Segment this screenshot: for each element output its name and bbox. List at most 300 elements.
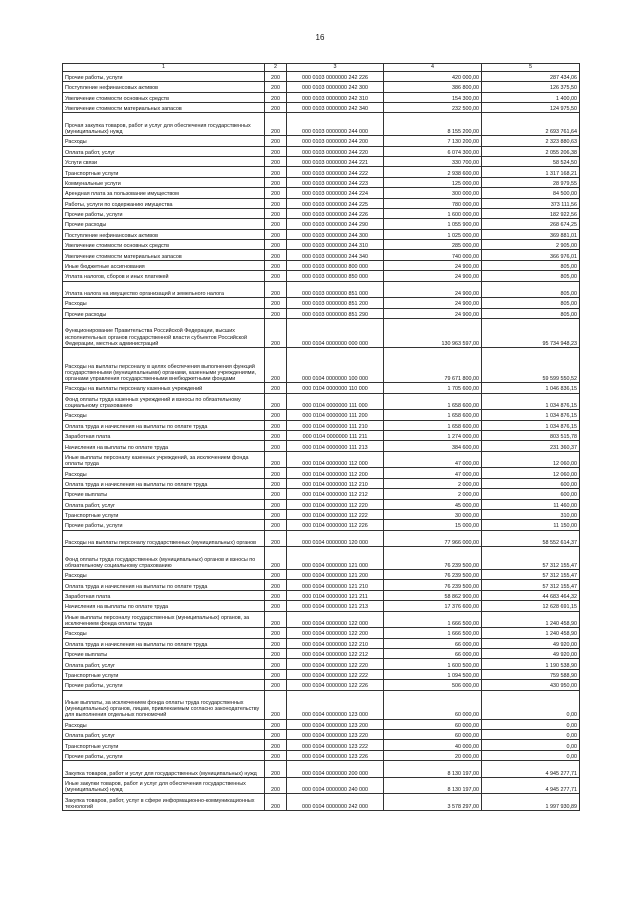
table-row xyxy=(63,530,580,547)
row-name-cell: Увеличение стоимости основных средств xyxy=(63,240,265,250)
header-cell-1: 1 xyxy=(63,64,265,72)
page-number: 16 xyxy=(315,33,325,42)
table-row xyxy=(63,570,580,580)
row-kbk-cell: 000 0104 0000000 122 000 xyxy=(287,611,384,628)
row-fact-cell: 1 400,00 xyxy=(482,92,580,102)
row-plan-cell: 66 000,00 xyxy=(384,649,482,659)
row-plan-cell: 125 000,00 xyxy=(384,177,482,187)
row-plan-cell: 24 900,00 xyxy=(384,271,482,281)
table-row xyxy=(63,198,580,208)
row-kbk-cell: 000 0103 0000000 850 000 xyxy=(287,271,384,281)
table-row xyxy=(63,750,580,760)
row-plan-cell: 8 155 200,00 xyxy=(384,113,482,136)
row-name-cell: Расходы xyxy=(63,410,265,420)
row-fact-cell: 95 734 948,23 xyxy=(482,319,580,348)
row-fact-cell: 1 317 168,21 xyxy=(482,167,580,177)
row-code-cell: 200 xyxy=(265,761,287,778)
row-code-cell: 200 xyxy=(265,777,287,794)
table-row xyxy=(63,308,580,318)
row-code-cell: 200 xyxy=(265,188,287,198)
row-plan-cell: 79 671 800,00 xyxy=(384,348,482,383)
row-plan-cell: 24 900,00 xyxy=(384,281,482,298)
table-row xyxy=(63,468,580,478)
table-row xyxy=(63,420,580,430)
row-plan-cell: 60 000,00 xyxy=(384,690,482,719)
row-name-cell: Оплата труда и начисления на выплаты по оплате труда xyxy=(63,638,265,648)
row-name-cell: Работы, услуги по содержанию имущества xyxy=(63,198,265,208)
row-plan-cell: 2 938 600,00 xyxy=(384,167,482,177)
row-code-cell: 200 xyxy=(265,250,287,260)
table-body xyxy=(63,64,580,811)
row-plan-cell: 154 300,00 xyxy=(384,92,482,102)
table-row xyxy=(63,729,580,739)
row-fact-cell: 1 034 876,15 xyxy=(482,420,580,430)
row-code-cell: 200 xyxy=(265,611,287,628)
row-kbk-cell: 000 0104 0000000 121 200 xyxy=(287,570,384,580)
header-cell-2: 2 xyxy=(265,64,287,72)
table-row xyxy=(63,590,580,600)
row-code-cell: 200 xyxy=(265,499,287,509)
row-fact-cell: 58 552 614,37 xyxy=(482,530,580,547)
row-kbk-cell: 000 0104 0000000 100 000 xyxy=(287,348,384,383)
row-code-cell: 200 xyxy=(265,281,287,298)
row-name-cell: Оплата работ, услуг xyxy=(63,499,265,509)
row-code-cell: 200 xyxy=(265,547,287,570)
row-kbk-cell: 000 0103 0000000 244 340 xyxy=(287,250,384,260)
row-name-cell: Оплата труда и начисления на выплаты по оплате труда xyxy=(63,478,265,488)
row-kbk-cell: 000 0103 0000000 244 224 xyxy=(287,188,384,198)
row-name-cell: Иные закупки товаров, работ и услуг для обеспечения государственных (муниципальных) нужд xyxy=(63,777,265,794)
row-plan-cell: 8 130 197,00 xyxy=(384,761,482,778)
table-row xyxy=(63,441,580,451)
table-row xyxy=(63,146,580,156)
row-plan-cell: 1 666 500,00 xyxy=(384,628,482,638)
table-row xyxy=(63,794,580,811)
row-code-cell: 200 xyxy=(265,750,287,760)
header-cell-4: 4 xyxy=(384,64,482,72)
row-name-cell: Поступление нефинансовых активов xyxy=(63,229,265,239)
row-plan-cell: 76 239 500,00 xyxy=(384,570,482,580)
row-fact-cell: 12 628 691,15 xyxy=(482,601,580,611)
row-kbk-cell: 000 0103 0000000 244 221 xyxy=(287,156,384,166)
row-fact-cell: 805,00 xyxy=(482,298,580,308)
table-row xyxy=(63,240,580,250)
row-plan-cell: 1 658 600,00 xyxy=(384,393,482,410)
row-name-cell: Прочие расходы xyxy=(63,308,265,318)
table-row xyxy=(63,740,580,750)
row-plan-cell: 1 094 500,00 xyxy=(384,669,482,679)
row-code-cell: 200 xyxy=(265,530,287,547)
row-fact-cell: 12 060,00 xyxy=(482,451,580,468)
row-plan-cell: 8 130 197,00 xyxy=(384,777,482,794)
row-kbk-cell: 000 0103 0000000 242 226 xyxy=(287,71,384,81)
row-kbk-cell: 000 0103 0000000 851 290 xyxy=(287,308,384,318)
table-row xyxy=(63,188,580,198)
row-kbk-cell: 000 0104 0000000 123 200 xyxy=(287,719,384,729)
row-plan-cell: 1 025 000,00 xyxy=(384,229,482,239)
row-plan-cell: 3 578 297,00 xyxy=(384,794,482,811)
row-fact-cell: 600,00 xyxy=(482,478,580,488)
row-code-cell: 200 xyxy=(265,628,287,638)
row-fact-cell: 369 881,01 xyxy=(482,229,580,239)
row-code-cell: 200 xyxy=(265,146,287,156)
table-row xyxy=(63,499,580,509)
row-plan-cell: 1 658 600,00 xyxy=(384,420,482,430)
row-plan-cell: 76 239 500,00 xyxy=(384,547,482,570)
row-plan-cell: 17 376 600,00 xyxy=(384,601,482,611)
row-fact-cell: 124 975,50 xyxy=(482,102,580,112)
table-row xyxy=(63,250,580,260)
row-fact-cell: 0,00 xyxy=(482,690,580,719)
row-kbk-cell: 000 0104 0000000 122 200 xyxy=(287,628,384,638)
table-row xyxy=(63,348,580,383)
row-fact-cell: 2 055 206,38 xyxy=(482,146,580,156)
row-fact-cell: 805,00 xyxy=(482,260,580,270)
row-name-cell: Расходы на выплаты персоналу казенных учреждений xyxy=(63,383,265,393)
row-name-cell: Увеличение стоимости материальных запасов xyxy=(63,250,265,260)
row-fact-cell: 182 922,56 xyxy=(482,208,580,218)
row-name-cell: Прочие расходы xyxy=(63,219,265,229)
row-name-cell: Расходы xyxy=(63,719,265,729)
row-code-cell: 200 xyxy=(265,489,287,499)
row-code-cell: 200 xyxy=(265,298,287,308)
budget-execution-table xyxy=(62,63,580,811)
row-kbk-cell: 000 0104 0000000 122 212 xyxy=(287,649,384,659)
row-fact-cell: 0,00 xyxy=(482,740,580,750)
row-code-cell: 200 xyxy=(265,601,287,611)
row-code-cell: 200 xyxy=(265,219,287,229)
row-fact-cell: 57 312 155,47 xyxy=(482,547,580,570)
table-row xyxy=(63,281,580,298)
row-name-cell: Иные выплаты персоналу казенных учреждений, за исключением фонда оплаты труда xyxy=(63,451,265,468)
row-fact-cell: 310,00 xyxy=(482,509,580,519)
row-name-cell: Прочие работы, услуги xyxy=(63,208,265,218)
row-name-cell: Начисления на выплаты по оплате труда xyxy=(63,601,265,611)
row-kbk-cell: 000 0104 0000000 121 213 xyxy=(287,601,384,611)
row-kbk-cell: 000 0104 0000000 111 210 xyxy=(287,420,384,430)
row-code-cell: 200 xyxy=(265,319,287,348)
row-plan-cell: 386 800,00 xyxy=(384,82,482,92)
row-fact-cell: 28 979,55 xyxy=(482,177,580,187)
row-code-cell: 200 xyxy=(265,794,287,811)
table-row xyxy=(63,383,580,393)
row-fact-cell: 373 111,56 xyxy=(482,198,580,208)
table-row xyxy=(63,92,580,102)
row-kbk-cell: 000 0104 0000000 112 210 xyxy=(287,478,384,488)
table-header-row xyxy=(63,64,580,72)
table-row xyxy=(63,208,580,218)
table-row xyxy=(63,669,580,679)
row-name-cell: Транспортные услуги xyxy=(63,509,265,519)
row-name-cell: Прочие работы, услуги xyxy=(63,71,265,81)
row-kbk-cell: 000 0103 0000000 851 200 xyxy=(287,298,384,308)
row-plan-cell: 24 900,00 xyxy=(384,260,482,270)
table-row xyxy=(63,580,580,590)
row-kbk-cell: 000 0104 0000000 123 222 xyxy=(287,740,384,750)
row-fact-cell: 2 905,00 xyxy=(482,240,580,250)
row-code-cell: 200 xyxy=(265,468,287,478)
row-code-cell: 200 xyxy=(265,229,287,239)
row-name-cell: Оплата работ, услуг xyxy=(63,146,265,156)
row-plan-cell: 60 000,00 xyxy=(384,729,482,739)
row-code-cell: 200 xyxy=(265,580,287,590)
row-name-cell: Заработная плата xyxy=(63,590,265,600)
row-code-cell: 200 xyxy=(265,113,287,136)
row-kbk-cell: 000 0103 0000000 244 223 xyxy=(287,177,384,187)
row-fact-cell: 84 500,00 xyxy=(482,188,580,198)
table-row xyxy=(63,659,580,669)
table-row xyxy=(63,260,580,270)
table-row xyxy=(63,761,580,778)
row-kbk-cell: 000 0103 0000000 244 300 xyxy=(287,229,384,239)
row-name-cell: Расходы xyxy=(63,570,265,580)
row-plan-cell: 506 000,00 xyxy=(384,680,482,690)
row-fact-cell: 126 375,50 xyxy=(482,82,580,92)
row-kbk-cell: 000 0103 0000000 244 290 xyxy=(287,219,384,229)
row-name-cell: Расходы на выплаты персоналу государственных (муниципальных) органов xyxy=(63,530,265,547)
table-row xyxy=(63,719,580,729)
row-code-cell: 200 xyxy=(265,638,287,648)
row-code-cell: 200 xyxy=(265,420,287,430)
row-code-cell: 200 xyxy=(265,729,287,739)
row-fact-cell: 4 945 277,71 xyxy=(482,777,580,794)
row-name-cell: Транспортные услуги xyxy=(63,740,265,750)
row-kbk-cell: 000 0103 0000000 851 000 xyxy=(287,281,384,298)
table-row xyxy=(63,690,580,719)
row-code-cell: 200 xyxy=(265,198,287,208)
row-plan-cell: 1 600 000,00 xyxy=(384,208,482,218)
row-name-cell: Прочие выплаты xyxy=(63,649,265,659)
row-plan-cell: 780 000,00 xyxy=(384,198,482,208)
row-code-cell: 200 xyxy=(265,271,287,281)
row-kbk-cell: 000 0104 0000000 111 211 xyxy=(287,430,384,440)
table-row xyxy=(63,156,580,166)
row-kbk-cell: 000 0104 0000000 121 211 xyxy=(287,590,384,600)
row-plan-cell: 24 900,00 xyxy=(384,308,482,318)
row-plan-cell: 2 000,00 xyxy=(384,478,482,488)
row-name-cell: Прочие работы, услуги xyxy=(63,680,265,690)
row-name-cell: Расходы xyxy=(63,468,265,478)
row-fact-cell: 803 515,78 xyxy=(482,430,580,440)
row-code-cell: 200 xyxy=(265,167,287,177)
table-row xyxy=(63,611,580,628)
header-cell-5: 5 xyxy=(482,64,580,72)
row-kbk-cell: 000 0103 0000000 242 300 xyxy=(287,82,384,92)
row-plan-cell: 58 862 900,00 xyxy=(384,590,482,600)
table-row xyxy=(63,430,580,440)
row-plan-cell: 15 000,00 xyxy=(384,520,482,530)
row-fact-cell: 1 997 930,89 xyxy=(482,794,580,811)
row-name-cell: Коммунальные услуги xyxy=(63,177,265,187)
row-kbk-cell: 000 0104 0000000 110 000 xyxy=(287,383,384,393)
row-name-cell: Оплата труда и начисления на выплаты по оплате труда xyxy=(63,580,265,590)
row-code-cell: 200 xyxy=(265,478,287,488)
row-code-cell: 200 xyxy=(265,82,287,92)
row-kbk-cell: 000 0103 0000000 244 000 xyxy=(287,113,384,136)
table-row xyxy=(63,219,580,229)
row-name-cell: Арендная плата за пользование имуществом xyxy=(63,188,265,198)
row-fact-cell: 1 034 876,15 xyxy=(482,410,580,420)
row-kbk-cell: 000 0104 0000000 242 000 xyxy=(287,794,384,811)
row-plan-cell: 1 274 000,00 xyxy=(384,430,482,440)
row-code-cell: 200 xyxy=(265,136,287,146)
row-kbk-cell: 000 0104 0000000 112 000 xyxy=(287,451,384,468)
row-plan-cell: 76 239 500,00 xyxy=(384,580,482,590)
table-row xyxy=(63,649,580,659)
row-kbk-cell: 000 0103 0000000 244 200 xyxy=(287,136,384,146)
table-row xyxy=(63,102,580,112)
row-name-cell: Прочая закупка товаров, работ и услуг для обеспечения государственных (муниципальных) нужд xyxy=(63,113,265,136)
row-fact-cell: 2 323 880,63 xyxy=(482,136,580,146)
row-name-cell: Иные бюджетные ассигнования xyxy=(63,260,265,270)
table-row xyxy=(63,71,580,81)
row-name-cell: Расходы xyxy=(63,298,265,308)
row-fact-cell: 1 046 836,15 xyxy=(482,383,580,393)
row-name-cell: Расходы xyxy=(63,628,265,638)
row-kbk-cell: 000 0103 0000000 800 000 xyxy=(287,260,384,270)
row-fact-cell: 57 312 155,47 xyxy=(482,570,580,580)
row-kbk-cell: 000 0104 0000000 123 220 xyxy=(287,729,384,739)
table-row xyxy=(63,82,580,92)
table-row xyxy=(63,271,580,281)
row-code-cell: 200 xyxy=(265,590,287,600)
row-kbk-cell: 000 0104 0000000 112 212 xyxy=(287,489,384,499)
row-kbk-cell: 000 0104 0000000 000 000 xyxy=(287,319,384,348)
row-plan-cell: 60 000,00 xyxy=(384,719,482,729)
row-code-cell: 200 xyxy=(265,740,287,750)
row-kbk-cell: 000 0104 0000000 123 000 xyxy=(287,690,384,719)
row-fact-cell: 759 588,90 xyxy=(482,669,580,679)
row-code-cell: 200 xyxy=(265,719,287,729)
table-row xyxy=(63,628,580,638)
row-name-cell: Оплата работ, услуг xyxy=(63,729,265,739)
row-kbk-cell: 000 0103 0000000 242 310 xyxy=(287,92,384,102)
row-name-cell: Фонд оплаты труда государственных (муниципальных) органов и взносы по обязательному социальному страхованию xyxy=(63,547,265,570)
row-kbk-cell: 000 0104 0000000 123 226 xyxy=(287,750,384,760)
row-plan-cell: 130 963 597,00 xyxy=(384,319,482,348)
row-code-cell: 200 xyxy=(265,102,287,112)
row-kbk-cell: 000 0103 0000000 244 226 xyxy=(287,208,384,218)
row-fact-cell: 231 360,37 xyxy=(482,441,580,451)
row-fact-cell: 59 599 550,52 xyxy=(482,348,580,383)
row-code-cell: 200 xyxy=(265,570,287,580)
row-code-cell: 200 xyxy=(265,430,287,440)
row-plan-cell: 285 000,00 xyxy=(384,240,482,250)
row-fact-cell: 12 060,00 xyxy=(482,468,580,478)
row-kbk-cell: 000 0104 0000000 122 220 xyxy=(287,659,384,669)
row-fact-cell: 600,00 xyxy=(482,489,580,499)
row-plan-cell: 47 000,00 xyxy=(384,468,482,478)
table-row xyxy=(63,410,580,420)
row-name-cell: Фонд оплаты труда казенных учреждений и взносы по обязательному социальному страхованию xyxy=(63,393,265,410)
row-plan-cell: 1 666 500,00 xyxy=(384,611,482,628)
row-fact-cell: 49 920,00 xyxy=(482,649,580,659)
table-row xyxy=(63,489,580,499)
row-plan-cell: 2 000,00 xyxy=(384,489,482,499)
row-kbk-cell: 000 0104 0000000 121 210 xyxy=(287,580,384,590)
row-fact-cell: 805,00 xyxy=(482,308,580,318)
row-name-cell: Увеличение стоимости материальных запасов xyxy=(63,102,265,112)
row-name-cell: Увеличение стоимости основных средств xyxy=(63,92,265,102)
table-row xyxy=(63,478,580,488)
row-fact-cell: 268 674,25 xyxy=(482,219,580,229)
row-fact-cell: 287 434,06 xyxy=(482,71,580,81)
row-plan-cell: 66 000,00 xyxy=(384,638,482,648)
row-code-cell: 200 xyxy=(265,92,287,102)
row-kbk-cell: 000 0104 0000000 112 226 xyxy=(287,520,384,530)
row-kbk-cell: 000 0104 0000000 200 000 xyxy=(287,761,384,778)
table-row xyxy=(63,520,580,530)
row-name-cell: Транспортные услуги xyxy=(63,669,265,679)
row-name-cell: Заработная плата xyxy=(63,430,265,440)
row-plan-cell: 45 000,00 xyxy=(384,499,482,509)
row-plan-cell: 232 500,00 xyxy=(384,102,482,112)
table-row xyxy=(63,509,580,519)
row-kbk-cell: 000 0103 0000000 242 340 xyxy=(287,102,384,112)
row-code-cell: 200 xyxy=(265,177,287,187)
row-fact-cell: 1 190 538,90 xyxy=(482,659,580,669)
row-plan-cell: 40 000,00 xyxy=(384,740,482,750)
row-fact-cell: 0,00 xyxy=(482,719,580,729)
row-name-cell: Услуги связи xyxy=(63,156,265,166)
row-fact-cell: 0,00 xyxy=(482,729,580,739)
row-code-cell: 200 xyxy=(265,509,287,519)
row-kbk-cell: 000 0104 0000000 122 210 xyxy=(287,638,384,648)
row-plan-cell: 20 000,00 xyxy=(384,750,482,760)
row-name-cell: Транспортные услуги xyxy=(63,167,265,177)
row-code-cell: 200 xyxy=(265,520,287,530)
row-plan-cell: 1 705 600,00 xyxy=(384,383,482,393)
row-plan-cell: 77 966 000,00 xyxy=(384,530,482,547)
row-plan-cell: 24 900,00 xyxy=(384,298,482,308)
row-kbk-cell: 000 0104 0000000 240 000 xyxy=(287,777,384,794)
row-fact-cell: 11 150,00 xyxy=(482,520,580,530)
row-kbk-cell: 000 0104 0000000 111 213 xyxy=(287,441,384,451)
row-fact-cell: 58 524,50 xyxy=(482,156,580,166)
row-kbk-cell: 000 0104 0000000 121 000 xyxy=(287,547,384,570)
row-code-cell: 200 xyxy=(265,383,287,393)
row-name-cell: Уплата налога на имущество организаций и земельного налога xyxy=(63,281,265,298)
row-name-cell: Оплата труда и начисления на выплаты по оплате труда xyxy=(63,420,265,430)
row-fact-cell: 805,00 xyxy=(482,271,580,281)
row-plan-cell: 330 700,00 xyxy=(384,156,482,166)
row-code-cell: 200 xyxy=(265,659,287,669)
table-row xyxy=(63,319,580,348)
row-kbk-cell: 000 0103 0000000 244 222 xyxy=(287,167,384,177)
row-kbk-cell: 000 0104 0000000 112 222 xyxy=(287,509,384,519)
table-row xyxy=(63,113,580,136)
table-row xyxy=(63,638,580,648)
row-fact-cell: 49 920,00 xyxy=(482,638,580,648)
row-fact-cell: 1 034 876,15 xyxy=(482,393,580,410)
row-plan-cell: 384 600,00 xyxy=(384,441,482,451)
row-fact-cell: 4 945 277,71 xyxy=(482,761,580,778)
row-name-cell: Иные выплаты, за исключением фонда оплаты труда государственных (муниципальных) органов, лицам, привлекаемым согласно законодательству для выполнения отдельных полномочий xyxy=(63,690,265,719)
row-code-cell: 200 xyxy=(265,71,287,81)
row-fact-cell: 1 240 458,90 xyxy=(482,611,580,628)
row-kbk-cell: 000 0104 0000000 112 200 xyxy=(287,468,384,478)
row-plan-cell: 1 658 600,00 xyxy=(384,410,482,420)
row-code-cell: 200 xyxy=(265,410,287,420)
table-row xyxy=(63,298,580,308)
row-fact-cell: 1 240 458,90 xyxy=(482,628,580,638)
row-name-cell: Прочие работы, услуги xyxy=(63,750,265,760)
row-name-cell: Расходы на выплаты персоналу в целях обеспечения выполнения функций государственными (муниципальными) органами, казенными учреждениями, органами управления государственными внебюджетными фондами xyxy=(63,348,265,383)
row-code-cell: 200 xyxy=(265,393,287,410)
table-row xyxy=(63,547,580,570)
row-kbk-cell: 000 0103 0000000 244 220 xyxy=(287,146,384,156)
row-kbk-cell: 000 0104 0000000 120 000 xyxy=(287,530,384,547)
